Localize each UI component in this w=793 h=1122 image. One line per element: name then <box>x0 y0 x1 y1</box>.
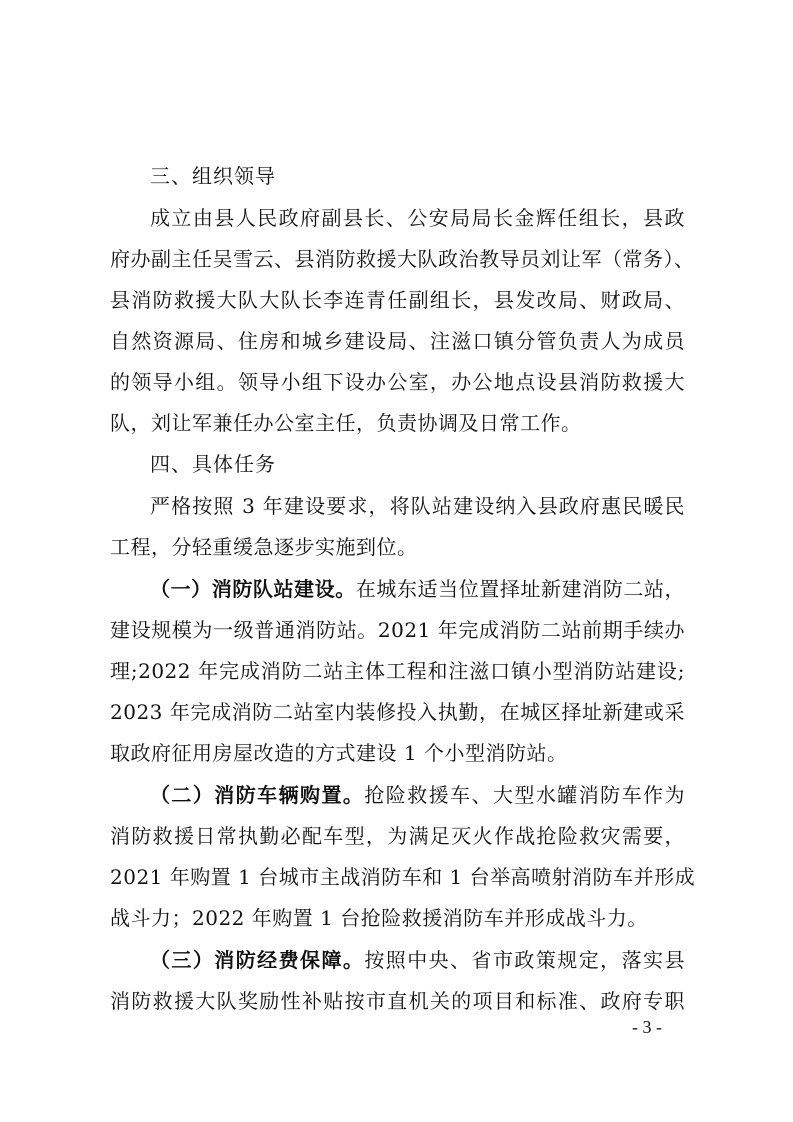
paragraph-line: 严格按照 3 年建设要求，将队站建设纳入县政府惠民暖民 <box>150 494 685 518</box>
paragraph-line: 工程，分轻重缓急逐步实施到位。 <box>110 535 418 559</box>
section-heading-tasks: 四、具体任务 <box>150 452 276 476</box>
item-2-title: （二）消防车辆购置。 <box>150 783 365 807</box>
item-2-first-text: 抢险救援车、大型水罐消防车作为 <box>364 783 685 807</box>
paragraph-line: 自然资源局、住房和城乡建设局、注滋口镇分管负责人为成员 <box>110 329 685 353</box>
paragraph-line: 府办副主任吴雪云、县消防救援大队政治教导员刘让军（常务）、 <box>110 247 695 271</box>
paragraph-line: 建设规模为一级普通消防站。2021 年完成消防二站前期手续办 <box>110 618 685 642</box>
paragraph-line: 的领导小组。领导小组下设办公室，办公地点设县消防救援大 <box>110 370 685 394</box>
paragraph-line: 2021 年购置 1 台城市主战消防车和 1 台举高喷射消防车并形成 <box>110 865 696 889</box>
paragraph-line: 消防救援大队奖励性补贴按市直机关的项目和标准、政府专职 <box>110 989 685 1013</box>
paragraph-line: 队，刘让军兼任办公室主任，负责协调及日常工作。 <box>110 411 582 435</box>
item-1-first-line <box>150 576 685 602</box>
page-number: - 3 - <box>632 1017 662 1037</box>
paragraph-line: 消防救援日常执勤必配车型，为满足灭火作战抢险救灾需要， <box>110 824 685 848</box>
paragraph-line: 2023 年完成消防二站室内装修投入执勤，在城区择址新建或采 <box>110 700 685 724</box>
paragraph-line: 县消防救援大队大队长李连青任副组长，县发改局、财政局、 <box>110 288 685 312</box>
item-3-first-line <box>150 947 685 973</box>
section-heading-organization: 三、组织领导 <box>150 164 276 188</box>
paragraph-line: 理;2022 年完成消防二站主体工程和注滋口镇小型消防站建设; <box>110 659 685 683</box>
paragraph-line: 成立由县人民政府副县长、公安局局长金辉任组长，县政 <box>150 206 685 230</box>
item-2-first-line <box>150 782 685 808</box>
item-1-title: （一）消防队站建设。 <box>150 577 356 601</box>
paragraph-line: 取政府征用房屋改造的方式建设 1 个小型消防站。 <box>110 741 568 765</box>
paragraph-line: 战斗力；2022 年购置 1 台抢险救援消防车并形成战斗力。 <box>110 906 648 930</box>
item-3-title: （三）消防经费保障。 <box>150 948 365 972</box>
item-1-first-text: 在城东适当位置择址新建消防二站， <box>355 577 686 601</box>
item-3-first-text: 按照中央、省市政策规定，落实县 <box>364 948 685 972</box>
